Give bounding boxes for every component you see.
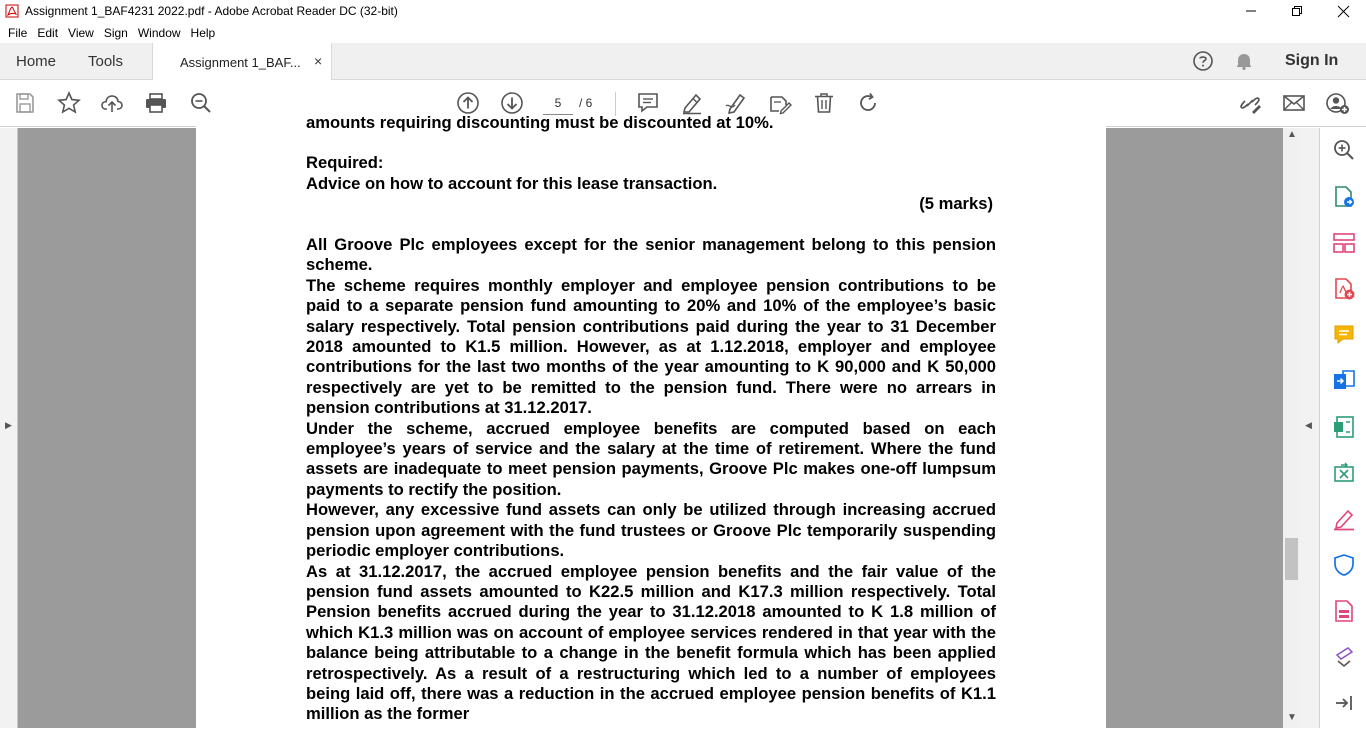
more-tools-icon: [1332, 645, 1356, 669]
acrobat-app-icon: [5, 4, 19, 18]
menu-file[interactable]: File: [8, 25, 28, 40]
menu-help[interactable]: Help: [190, 25, 216, 40]
add-user-icon: [1326, 91, 1350, 115]
left-panel-toggle[interactable]: [0, 128, 18, 728]
paragraph: As at 31.12.2017, the accrued employee pension benefits and the fair value of the pension fund assets amounted to K22.5 million and K17.3 million respectively. Total Pension benefits accrued during the year to 31.12.2018 amounted to K 1.8 million of which K1.3 million was on account of employee services rendered in that year with the balance being attributable to a change in the benefit formula which has been applied retrospectively. As a result of a restructuring which led to a number of employees being laid off, there was a reduction in the accrued employee pension benefits of K1.1 million as the former: [306, 561, 996, 724]
send-review-icon: [1332, 461, 1356, 485]
expand-left-panel-icon[interactable]: ▶: [5, 420, 12, 430]
comment-tool-icon: [1332, 323, 1356, 347]
paragraph: All Groove Plc employees except for the senior management belong to this pension scheme.: [306, 235, 996, 275]
comment-icon: [636, 91, 660, 115]
tab-home[interactable]: Home: [16, 53, 57, 70]
cloud-upload-icon: [100, 91, 124, 115]
page-number-input[interactable]: 5: [543, 91, 573, 115]
tool-export-pdf[interactable]: [1332, 185, 1356, 209]
arrow-down-circle-icon: [500, 91, 524, 115]
scroll-up-icon[interactable]: ▲: [1287, 129, 1297, 140]
menu-window[interactable]: Window: [137, 25, 181, 40]
fill-sign-icon: [1332, 507, 1356, 531]
close-icon: [1338, 6, 1349, 17]
minimize-icon: [1246, 6, 1256, 16]
required-heading: Required:: [306, 153, 384, 173]
collapse-pane-icon: [1332, 691, 1356, 715]
tab-document-label: Assignment 1_BAF...: [180, 55, 301, 70]
window-title: Assignment 1_BAF4231 2022.pdf - Adobe Acrobat Reader DC (32-bit): [25, 4, 398, 18]
scrollbar-thumb[interactable]: [1285, 538, 1298, 580]
cut-off-line: amounts requiring discounting must be discounted at 10%.: [306, 113, 774, 132]
vertical-scrollbar[interactable]: [1283, 128, 1300, 728]
tool-fill-and-sign[interactable]: [1332, 507, 1356, 531]
title-bar: [0, 0, 1366, 22]
fill-sign-button[interactable]: [768, 91, 792, 115]
rotate-clockwise-icon: [856, 91, 880, 115]
comment-button[interactable]: [636, 91, 660, 115]
highlighter-pen-icon: [680, 91, 704, 115]
export-pdf-icon: [1332, 185, 1356, 209]
restore-button[interactable]: [1274, 0, 1320, 22]
combine-files-icon: [1332, 369, 1356, 393]
tab-tools[interactable]: Tools: [88, 53, 124, 70]
save-button[interactable]: [13, 91, 37, 115]
tab-document[interactable]: [152, 43, 332, 81]
previous-page-button[interactable]: [456, 91, 480, 115]
tool-compress[interactable]: [1332, 415, 1356, 439]
minimize-button[interactable]: [1228, 0, 1274, 22]
organize-pages-icon: [1332, 231, 1356, 255]
close-tab-button[interactable]: ×: [314, 53, 323, 69]
zoom-out-icon: [189, 91, 213, 115]
email-button[interactable]: [1282, 91, 1306, 115]
compress-pdf-icon: [1332, 415, 1356, 439]
sign-in-button[interactable]: Sign In: [1285, 52, 1339, 69]
pen-draw-icon: [724, 91, 748, 115]
arrow-up-circle-icon: [456, 91, 480, 115]
collapse-right-pane-icon[interactable]: ◀: [1305, 420, 1312, 430]
notifications-bell-icon[interactable]: [1234, 51, 1254, 71]
pdf-page: [196, 113, 1106, 736]
form-icon: [1332, 599, 1356, 623]
tool-send-for-review[interactable]: [1332, 461, 1356, 485]
collapse-tools-pane[interactable]: [1332, 691, 1356, 715]
next-page-button[interactable]: [500, 91, 524, 115]
highlight-button[interactable]: [680, 91, 704, 115]
draw-button[interactable]: [724, 91, 748, 115]
paragraph: The scheme requires monthly employer and employee pension contributions to be paid to a separate pension fund amounting to 20% and 10% of the employee’s basic salary respectively. Total pension contributions paid during the year to 31 December 2018 amounted to K1.5 million. However, as at 1.12.2018, employer and employee contributions for the last two months of the year amounting to K 90,000 and K 50,000 respectively are yet to be remitted to the pension fund. There were no arrears in pension contributions at 31.12.2017.: [306, 275, 996, 418]
tab-bar: [0, 43, 1366, 80]
restore-icon: [1292, 6, 1302, 16]
bookmark-star-button[interactable]: [57, 91, 81, 115]
tool-zoom[interactable]: [1332, 138, 1356, 162]
zoom-in-icon: [1332, 138, 1356, 162]
tool-combine-files[interactable]: [1332, 369, 1356, 393]
menu-edit[interactable]: Edit: [37, 25, 59, 40]
right-pane-toggle[interactable]: [1300, 128, 1319, 728]
star-icon: [57, 91, 81, 115]
page-text: [306, 113, 996, 725]
tool-create-pdf[interactable]: [1332, 277, 1356, 301]
tool-prepare-form[interactable]: [1332, 599, 1356, 623]
print-button[interactable]: [144, 91, 168, 115]
paragraph: Under the scheme, accrued employee benefits are computed based on each employee’s years of service and the salary at the time of retirement. Where the fund assets are inadequate to meet pension payments, Groove Plc makes one-off lumpsum payments to rectify the position.: [306, 418, 996, 499]
help-icon[interactable]: [1192, 50, 1214, 72]
zoom-search-button[interactable]: [189, 91, 213, 115]
tool-organize-pages[interactable]: [1332, 231, 1356, 255]
menu-view[interactable]: View: [68, 25, 94, 40]
envelope-icon: [1282, 91, 1306, 115]
menu-bar: [0, 22, 1366, 43]
save-icon: [13, 91, 37, 115]
marks-label: (5 marks): [919, 194, 993, 214]
share-user-button[interactable]: [1326, 91, 1350, 115]
tool-comment[interactable]: [1332, 323, 1356, 347]
upload-cloud-button[interactable]: [100, 91, 124, 115]
trash-icon: [812, 91, 836, 115]
share-link-button[interactable]: [1238, 91, 1262, 115]
shield-icon: [1332, 553, 1356, 577]
tool-protect[interactable]: [1332, 553, 1356, 577]
advice-line: Advice on how to account for this lease transaction.: [306, 173, 718, 193]
delete-button[interactable]: [812, 91, 836, 115]
paragraph: However, any excessive fund assets can only be utilized through increasing accrued pension upon agreement with the fund trustees or Groove Plc temporarily suspending periodic employer contributions.: [306, 500, 996, 561]
edit-stamp-icon: [768, 91, 792, 115]
page-total: / 6: [579, 96, 593, 110]
close-window-button[interactable]: [1320, 0, 1366, 22]
scroll-down-icon[interactable]: ▼: [1287, 712, 1297, 723]
tools-pane: [1319, 128, 1366, 728]
document-viewport[interactable]: [0, 113, 1319, 728]
tool-more[interactable]: [1332, 645, 1356, 669]
link-pen-icon: [1238, 91, 1262, 115]
menu-sign[interactable]: Sign: [103, 25, 128, 40]
redo-rotate-button[interactable]: [856, 91, 880, 115]
create-pdf-icon: [1332, 277, 1356, 301]
printer-icon: [144, 91, 168, 115]
